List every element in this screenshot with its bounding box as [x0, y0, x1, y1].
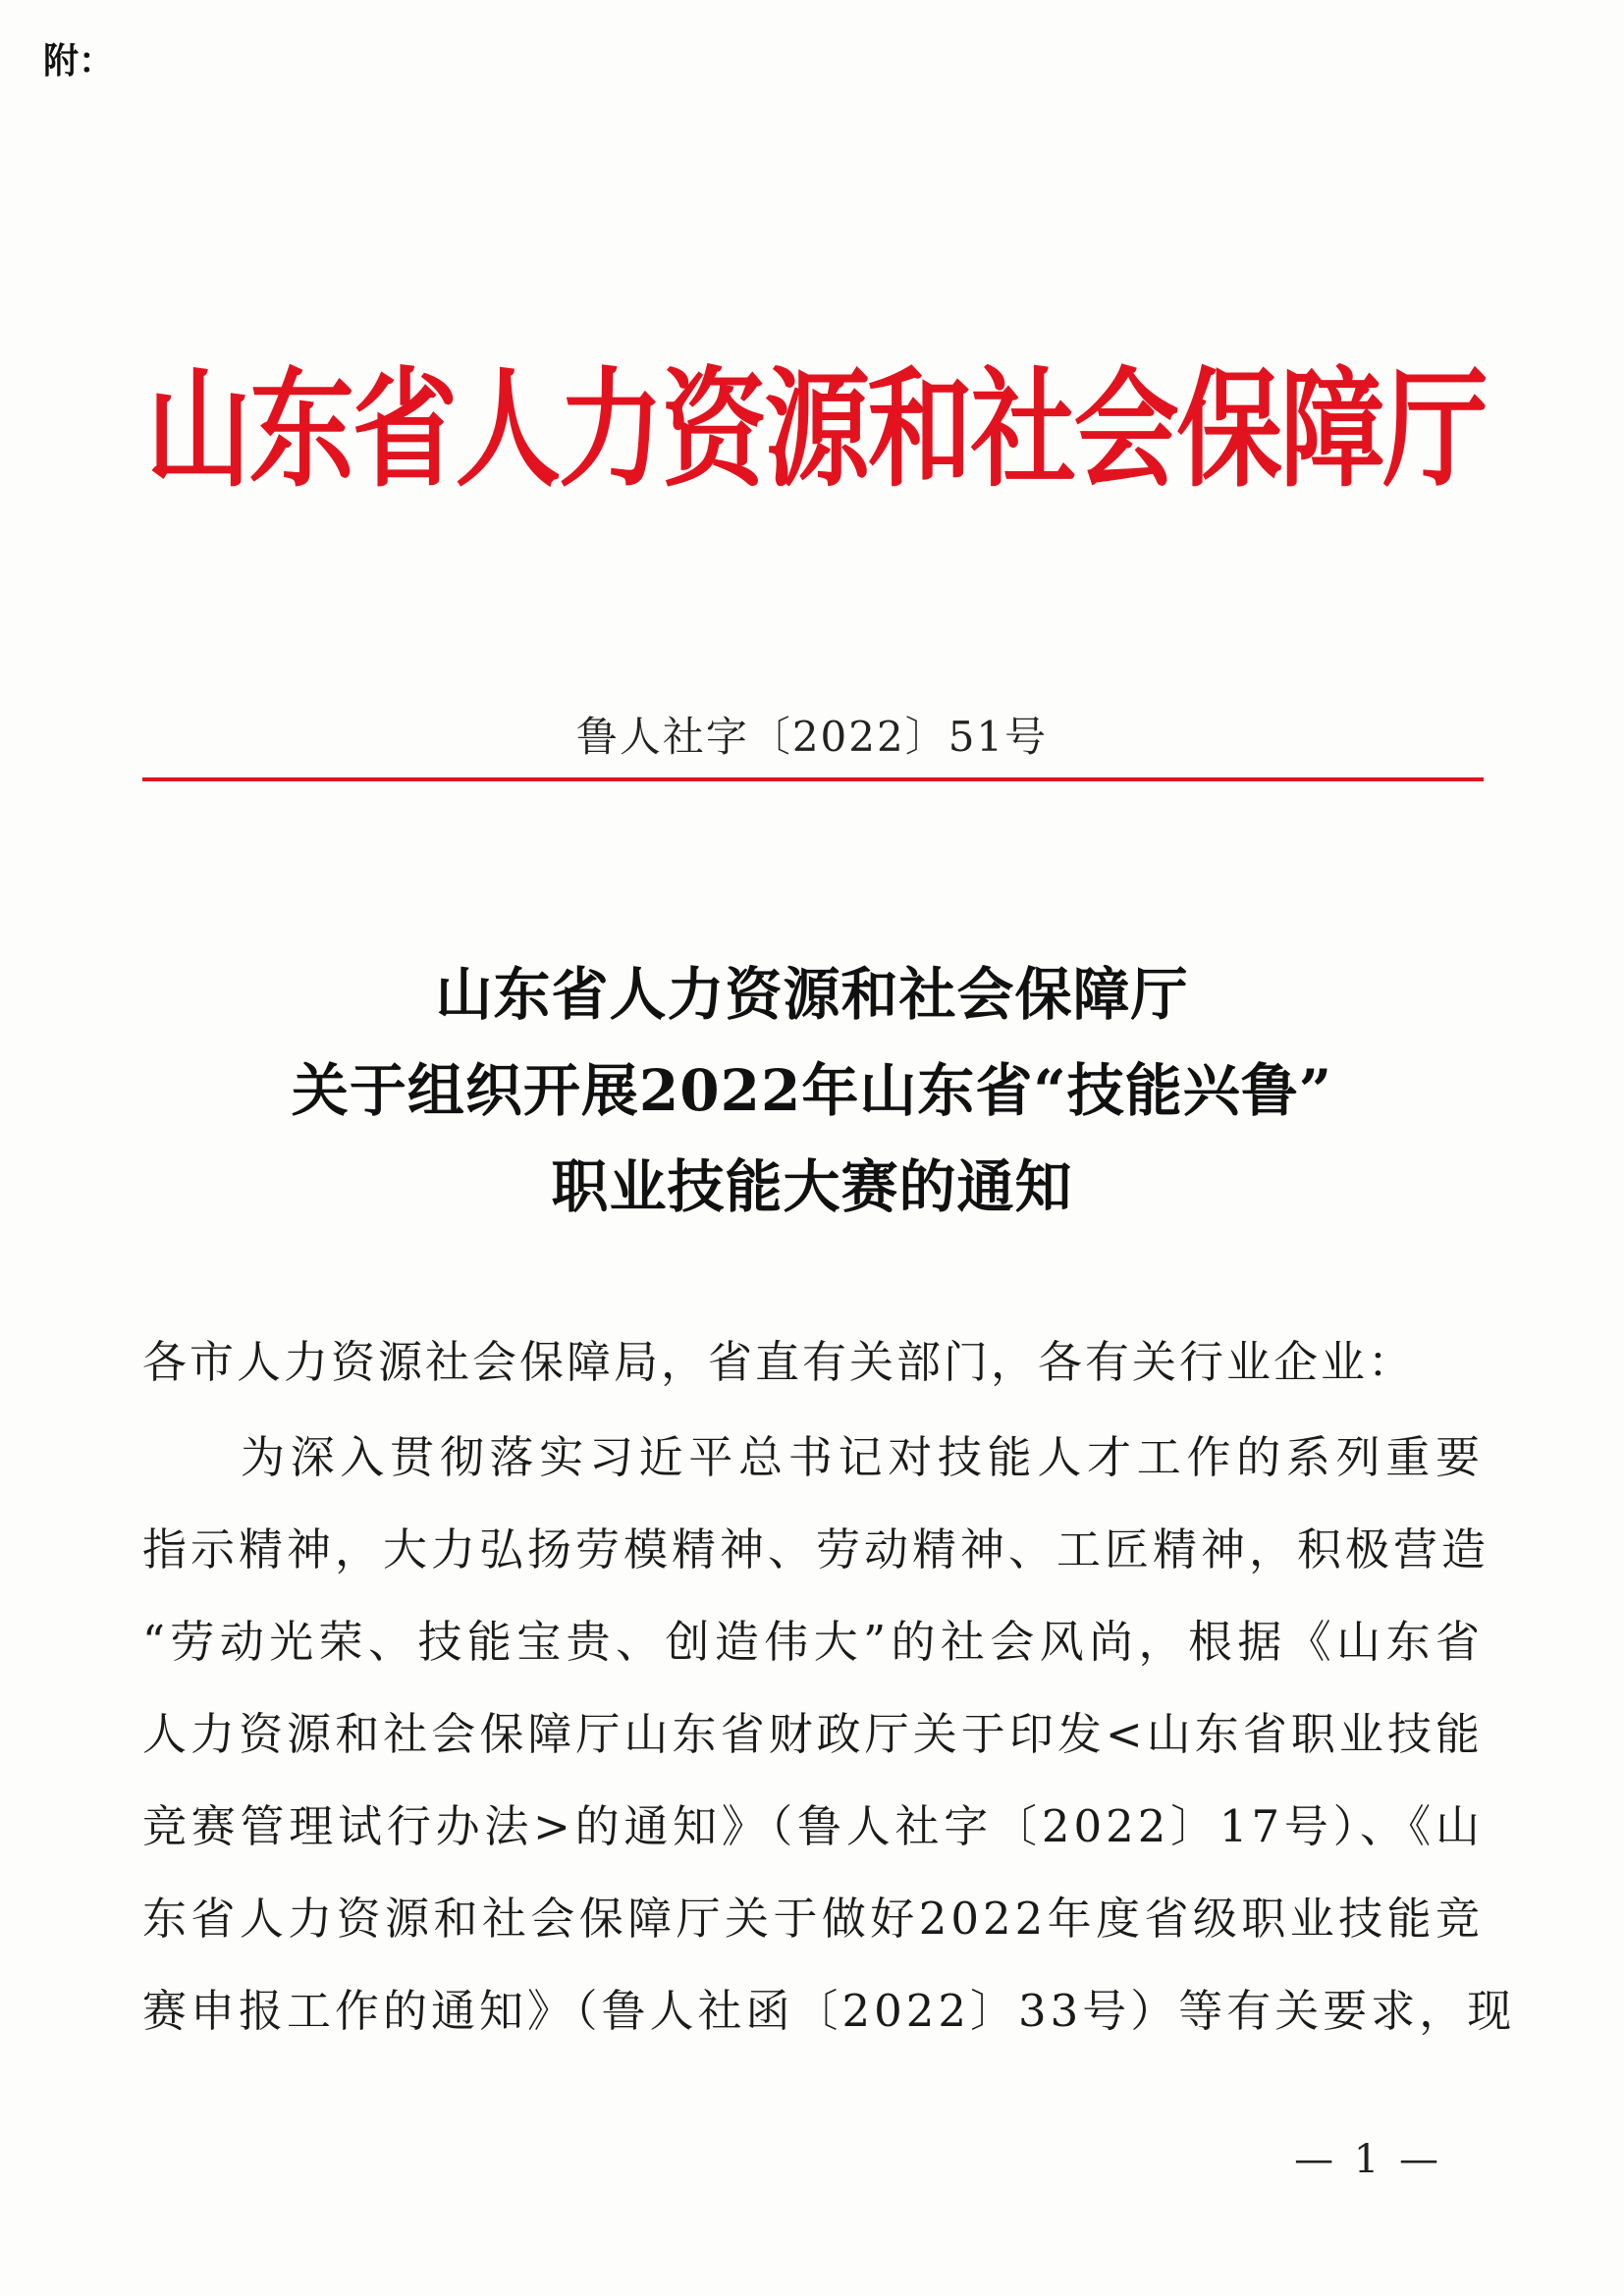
document-title-line-3: 职业技能大赛的通知: [551, 1153, 1073, 1220]
body-line-3: “劳动光荣、技能宝贵、创造伟大”的社会风尚，根据《山东省: [142, 1616, 1484, 1668]
page-number: — 1 —: [1294, 2137, 1442, 2182]
red-separator-rule: [142, 777, 1484, 781]
body-line-4: 人力资源和社会保障厅山东省财政厅关于印发<山东省职业技能: [142, 1708, 1484, 1760]
body-line-6: 东省人力资源和社会保障厅关于做好2022年度省级职业技能竞: [142, 1893, 1484, 1945]
body-line-5: 竞赛管理试行办法>的通知》（鲁人社字〔2022〕17号）、《山: [142, 1800, 1484, 1852]
body-line-2: 指示精神，大力弘扬劳模精神、劳动精神、工匠精神，积极营造: [142, 1523, 1490, 1575]
attachment-label: 附：: [43, 41, 115, 81]
issuing-authority-masthead: 山东省人力资源和社会保障厅: [145, 353, 1487, 505]
document-number: 鲁人社字〔2022〕51号: [575, 713, 1049, 761]
document-title-line-1: 山东省人力资源和社会保障厅: [435, 961, 1189, 1028]
body-line-1: 为深入贯彻落实习近平总书记对技能人才工作的系列重要: [241, 1431, 1484, 1483]
salutation: 各市人力资源社会保障局，省直有关部门，各有关行业企业：: [142, 1336, 1416, 1388]
document-title-line-2: 关于组织开展2022年山东省“技能兴鲁”: [291, 1057, 1333, 1124]
body-line-7: 赛申报工作的通知》（鲁人社函〔2022〕33号）等有关要求，现: [142, 1985, 1516, 2037]
